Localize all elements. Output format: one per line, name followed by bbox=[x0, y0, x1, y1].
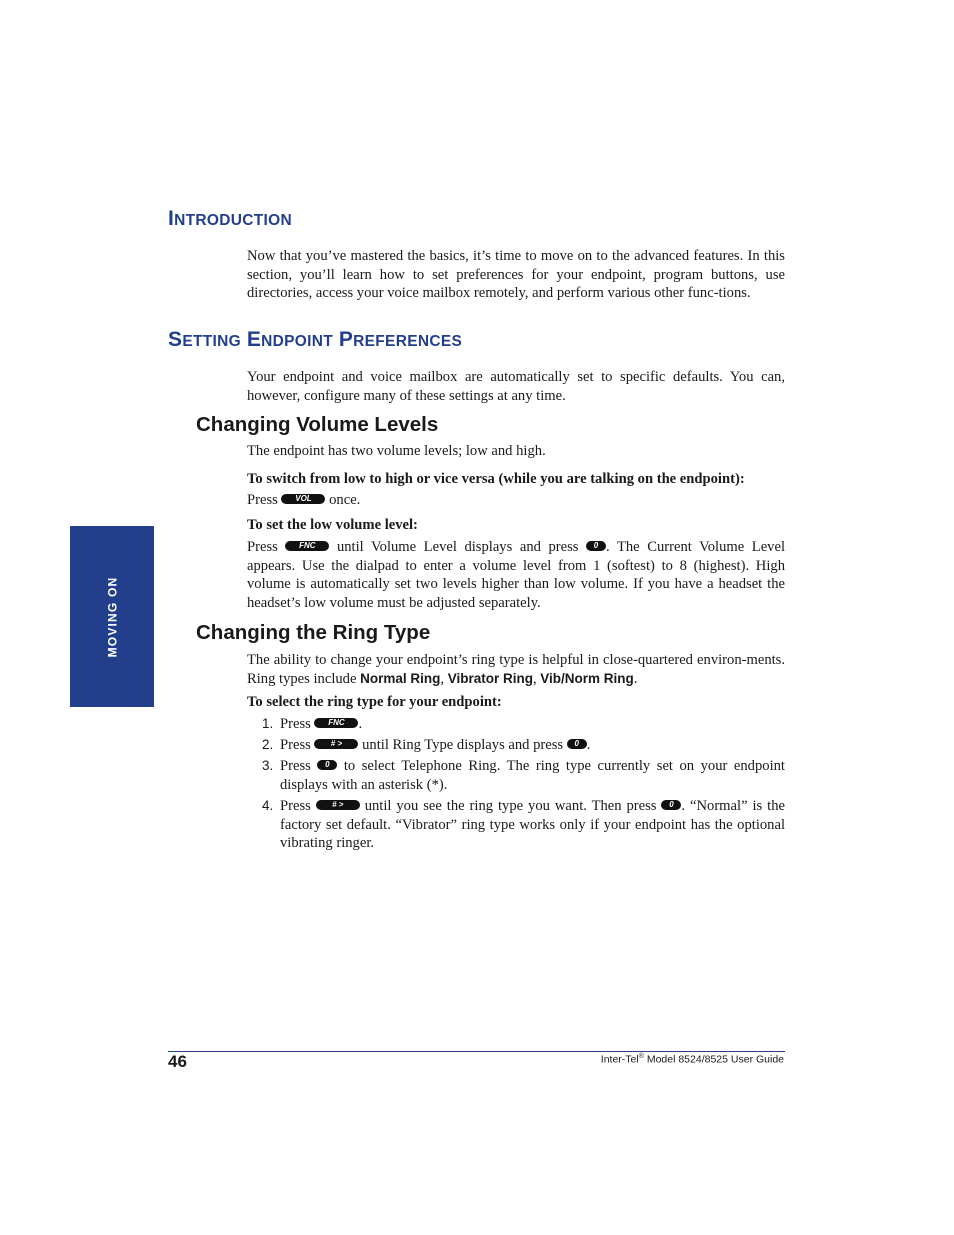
heading-changing-ring-type: Changing the Ring Type bbox=[196, 621, 431, 644]
page-number: 46 bbox=[168, 1052, 187, 1071]
footer-rule bbox=[168, 1051, 785, 1052]
footer-guide-title: Inter-Tel® Model 8524/8525 User Guide bbox=[600, 1053, 784, 1066]
list-item: 1. Press FNC . bbox=[262, 716, 363, 732]
list-item: 4. Press # > until you see the ring type you want. Then press 0 . “Normal” is the factory set default. “Vibrator” ring type works only if your endpoint has the optional vibrating ringer. bbox=[262, 798, 785, 852]
ring-intro-paragraph: The ability to change your endpoint’s ring type is helpful in close-quartered environ-ments. Ring types include Normal Ring, Vibrator Ring, Vib/Norm Ring. bbox=[247, 652, 785, 687]
volume-intro: The endpoint has two volume levels; low and high. bbox=[247, 443, 546, 459]
intro-paragraph: Now that you’ve mastered the basics, it’s time to move on to the advanced features. In this section, you’ll learn how to set preferences for your endpoint, program buttons, use directories, access your voice mailbox remotely, and perform various other func-tions. bbox=[247, 248, 785, 302]
section-heading-preferences: SETTING ENDPOINT PREFERENCES bbox=[168, 328, 463, 351]
list-item: 2. Press # > until Ring Type displays and press 0 . bbox=[262, 737, 591, 753]
switch-volume-instruction: Press VOL once. bbox=[247, 492, 361, 508]
preferences-paragraph: Your endpoint and voice mailbox are automatically set to specific defaults. You can, however, configure many of these settings at any time. bbox=[247, 369, 785, 404]
low-volume-instruction: Press FNC until Volume Level displays and press 0 . The Current Volume Level appears. Use the dialpad to enter a volume level from 1 (softest) to 8 (highest). High volume is automatically set two levels higher than low volume. If you have a headset the headset’s low volume must be adjusted separately. bbox=[247, 539, 785, 612]
vol-key-icon: VOL bbox=[281, 494, 325, 504]
pound-key-icon: # > bbox=[314, 739, 358, 749]
zero-key-icon: 0 bbox=[317, 760, 337, 770]
pound-key-icon: # > bbox=[316, 800, 360, 810]
zero-key-icon: 0 bbox=[567, 739, 587, 749]
side-tab-label: MOVING ON bbox=[105, 576, 119, 657]
select-ring-heading: To select the ring type for your endpoint: bbox=[247, 694, 502, 710]
list-item: 3. Press 0 to select Telephone Ring. The ring type currently set on your endpoint displays with an asterisk (*). bbox=[262, 758, 785, 793]
low-volume-heading: To set the low volume level: bbox=[247, 517, 418, 533]
switch-volume-heading: To switch from low to high or vice versa (while you are talking on the endpoint): bbox=[247, 471, 745, 487]
fnc-key-icon: FNC bbox=[314, 718, 358, 728]
zero-key-icon: 0 bbox=[661, 800, 681, 810]
section-heading-introduction: INTRODUCTION bbox=[168, 207, 292, 230]
zero-key-icon: 0 bbox=[586, 541, 606, 551]
fnc-key-icon: FNC bbox=[285, 541, 329, 551]
heading-changing-volume: Changing Volume Levels bbox=[196, 413, 439, 436]
